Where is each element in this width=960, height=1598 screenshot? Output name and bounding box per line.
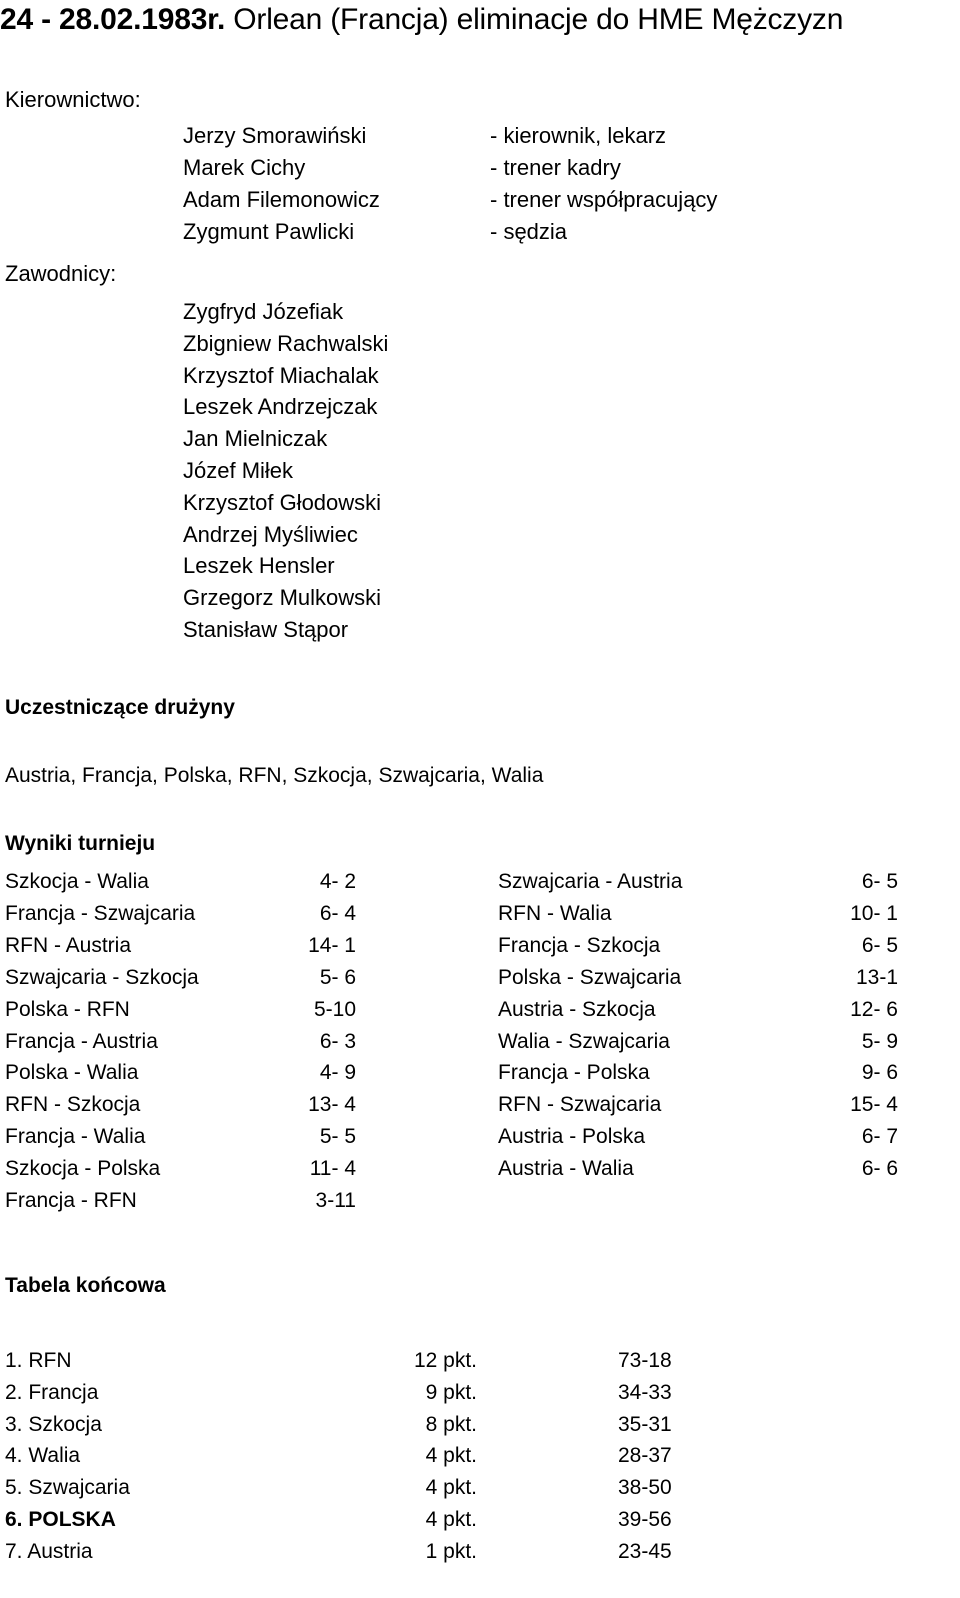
match-score: 6- 6 [861,1157,898,1181]
players-label: Zawodnicy: [5,261,117,286]
match-score: 6- 5 [861,870,898,893]
player-name: Krzysztof Głodowski [183,489,382,515]
match-name: Walia - Szwajcaria [498,1029,670,1053]
match-score: 5- 6 [319,965,356,989]
match-name: Polska - RFN [5,997,130,1021]
match-score: 11- 4 [309,1157,356,1181]
standing-team: 6. POLSKA [5,1508,116,1531]
match-name: Francja - Polska [498,1061,650,1085]
standing-team: 2. Francja [5,1380,99,1404]
standing-goals: 35-31 [618,1412,672,1436]
match-score: 13-1 [855,965,898,989]
match-name: Polska - Walia [5,1061,139,1085]
staff-name: Jerzy Smorawiński [183,123,367,148]
match-name: RFN - Szkocja [5,1093,141,1117]
match-score: 5- 5 [319,1125,356,1149]
match-name: Szwajcaria - Szkocja [5,965,199,989]
table-heading: Tabela końcowa [5,1274,166,1297]
match-score: 4- 2 [319,870,356,893]
match-score: 10- 1 [850,901,898,925]
standing-points: 8 pkt. [425,1412,477,1436]
match-score: 13- 4 [308,1093,356,1117]
match-name: Francja - Szkocja [498,933,661,957]
match-score: 12- 6 [850,997,898,1021]
match-name: Polska - Szwajcaria [498,965,682,989]
match-name: RFN - Szwajcaria [498,1093,662,1117]
match-name: Szkocja - Walia [5,870,149,893]
player-name: Leszek Andrzejczak [183,394,378,420]
staff-role: - trener współpracujący [490,187,718,212]
player-name: Andrzej Myśliwiec [183,521,358,547]
match-score: 15- 4 [850,1093,898,1117]
match-score: 6- 7 [861,1125,898,1149]
match-name: Francja - Austria [5,1029,158,1053]
player-name: Stanisław Stąpor [183,617,349,642]
teams-heading: Uczestniczące drużyny [5,696,235,719]
player-name: Krzysztof Miachalak [183,362,379,388]
match-score: 4- 9 [319,1061,356,1085]
standing-points: 4 pkt. [425,1508,477,1531]
standing-goals: 34-33 [618,1380,672,1404]
standing-team: 1. RFN [5,1349,72,1372]
player-name: Zygfryd Józefiak [183,299,344,324]
results-heading: Wyniki turnieju [5,832,156,855]
standing-points: 12 pkt. [413,1349,477,1372]
match-score: 5-10 [313,997,356,1021]
standing-points: 4 pkt. [425,1476,477,1500]
match-score: 6- 5 [861,933,898,957]
standing-points: 4 pkt. [425,1444,477,1468]
title-dates: 24 - 28.02.1983r. [0,3,226,36]
staff-name: Marek Cichy [183,155,306,180]
standing-team: 4. Walia [5,1444,81,1468]
match-score: 14- 1 [308,933,356,957]
match-name: Szkocja - Polska [5,1157,161,1181]
staff-name: Zygmunt Pawlicki [183,219,355,244]
standing-points: 1 pkt. [425,1539,477,1563]
standing-goals: 28-37 [618,1444,672,1468]
player-name: Grzegorz Mulkowski [183,585,382,611]
match-score: 6- 3 [319,1029,356,1053]
teams-list: Austria, Francja, Polska, RFN, Szkocja, Szwajcaria, Walia [5,764,544,787]
title-text: Orlean (Francja) eliminacje do HME Mężczyzn [233,3,844,36]
player-name: Jan Mielniczak [183,426,328,452]
page-title [0,2,843,38]
standing-goals: 39-56 [618,1508,672,1531]
player-name: Józef Miłek [183,458,294,483]
player-name: Zbigniew Rachwalski [183,330,389,356]
standing-team: 5. Szwajcaria [5,1476,130,1500]
player-name: Leszek Hensler [183,553,335,579]
match-score: 3-11 [315,1189,356,1212]
staff-name: Adam Filemonowicz [183,187,380,212]
staff-role: - kierownik, lekarz [490,123,667,148]
standing-goals: 23-45 [618,1539,672,1563]
standing-team: 3. Szkocja [5,1412,102,1436]
staff-role: - sędzia [490,219,568,244]
match-name: Francja - Szwajcaria [5,901,196,925]
match-score: 9- 6 [861,1061,898,1085]
match-name: RFN - Austria [5,933,132,957]
match-name: Szwajcaria - Austria [498,870,683,893]
staff-role: - trener kadry [490,155,621,180]
match-name: Austria - Walia [498,1157,634,1181]
match-name: Austria - Szkocja [498,997,656,1021]
match-name: Francja - RFN [5,1189,137,1212]
match-name: RFN - Walia [498,901,612,925]
match-name: Francja - Walia [5,1125,146,1149]
standing-goals: 73-18 [618,1349,672,1372]
standing-points: 9 pkt. [425,1380,477,1404]
standing-goals: 38-50 [618,1476,672,1500]
match-score: 6- 4 [319,901,356,925]
staff-label: Kierownictwo: [5,87,141,112]
standing-team: 7. Austria [5,1539,93,1563]
match-name: Austria - Polska [498,1125,646,1149]
match-score: 5- 9 [861,1029,898,1053]
